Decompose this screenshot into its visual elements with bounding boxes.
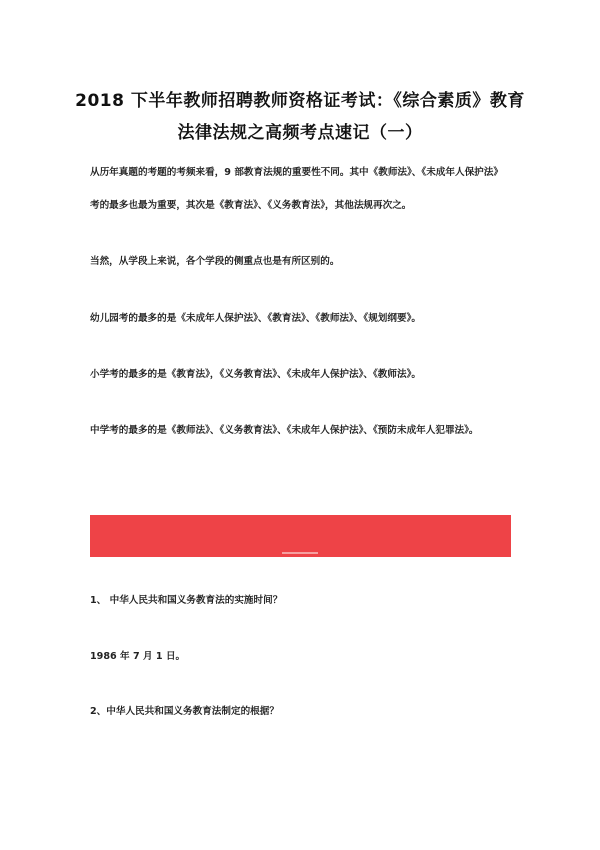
paragraph-intro-1: 从历年真题的考题的考频来看，9 部教育法规的重要性不同。其中《教师法》、《未成年人保护法》	[90, 167, 503, 178]
paragraph-primary: 小学考的最多的是《教育法》，《义务教育法》、《未成年人保护法》、《教师法》。	[90, 369, 421, 380]
paragraph-stage-note: 当然，从学段上来说，各个学段的侧重点也是有所区别的。	[90, 256, 340, 267]
answer-1: 1986 年 7 月 1 日。	[90, 651, 186, 662]
page-title-line-2: 法律法规之高频考点速记（一）	[177, 123, 423, 143]
question-2: 2、中华人民共和国义务教育法制定的根据？	[90, 706, 279, 717]
question-1: 1、 中华人民共和国义务教育法的实施时间？	[90, 595, 283, 606]
page-title-line-1: 2018 下半年教师招聘教师资格证考试：《综合素质》教育	[75, 91, 525, 111]
banner-divider	[282, 552, 318, 554]
red-banner	[90, 515, 511, 557]
paragraph-intro-2: 考的最多也最为重要，其次是《教育法》、《义务教育法》，其他法规再次之。	[90, 200, 412, 211]
paragraph-secondary: 中学考的最多的是《教师法》、《义务教育法》、《未成年人保护法》、《预防未成年人犯罪法》。	[90, 425, 479, 436]
paragraph-kindergarten: 幼儿园考的最多的是《未成年人保护法》、《教育法》、《教师法》、《规划纲要》。	[90, 313, 421, 324]
